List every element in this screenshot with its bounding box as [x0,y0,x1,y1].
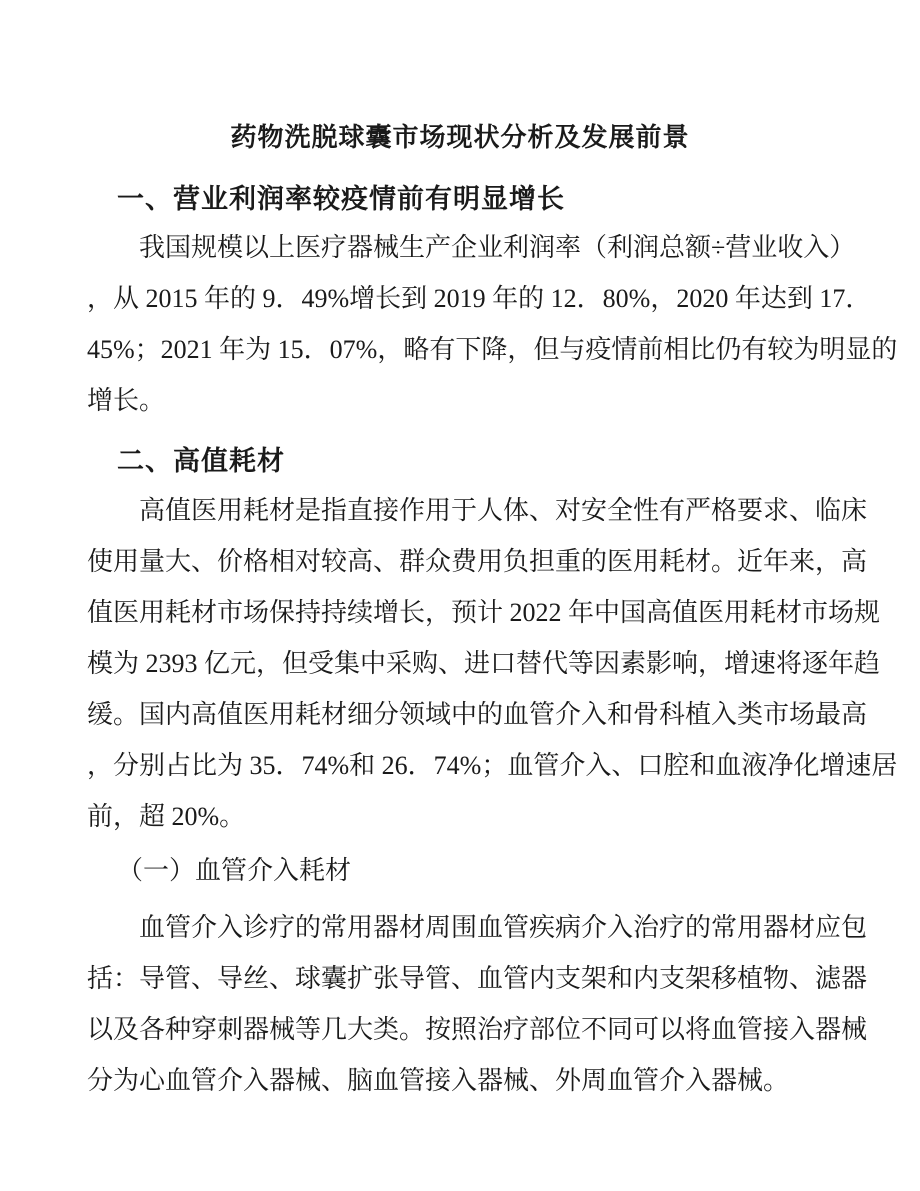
text-line: 增长。 [87,386,166,415]
text-line: 模为 2393 亿元，但受集中采购、进口替代等因素影响，增速将逐年趋 [87,649,881,678]
text-line: ，从 2015 年的 9．49%增长到 2019 年的 12．80%，2020 年达到 17． [87,284,872,313]
subsection-1-paragraph [87,902,897,1106]
text-line: 高值医用耗材是指直接作用于人体、对安全性有严格要求、临床 [139,496,868,525]
text-line: 括：导管、导丝、球囊扩张导管、血管内支架和内支架移植物、滤器 [87,964,868,993]
section-2-heading: 二、高值耗材 [117,446,285,476]
text-line: 血管介入诊疗的常用器材周围血管疾病介入治疗的常用器材应包 [139,913,868,942]
text-line: 值医用耗材市场保持持续增长，预计 2022 年中国高值医用耗材市场规 [87,598,881,627]
section-1-paragraph [87,222,897,426]
text-line: 缓。国内高值医用耗材细分领域中的血管介入和骨科植入类市场最高 [87,700,868,729]
subsection-1-heading: （一）血管介入耗材 [117,856,352,885]
section-2-paragraph [87,485,897,842]
text-line: 使用量大、价格相对较高、群众费用负担重的医用耗材。近年来，高 [87,547,868,576]
text-line: 分为心血管介入器械、脑血管接入器械、外周血管介入器械。 [87,1066,790,1095]
text-line: 45%；2021 年为 15．07%，略有下降，但与疫情前相比仍有较为明显的 [87,335,898,364]
section-1-heading: 一、营业利润率较疫情前有明显增长 [117,184,565,214]
text-line: 我国规模以上医疗器械生产企业利润率（利润总额÷营业收入） [139,233,856,262]
text-line: ，分别占比为 35．74%和 26．74%；血管介入、口腔和血液净化增速居 [87,751,898,780]
document-title: 药物洗脱球囊市场现状分析及发展前景 [230,123,690,152]
text-line: 以及各种穿刺器械等几大类。按照治疗部位不同可以将血管接入器械 [87,1015,868,1044]
text-line: 前，超 20%。 [87,802,246,831]
